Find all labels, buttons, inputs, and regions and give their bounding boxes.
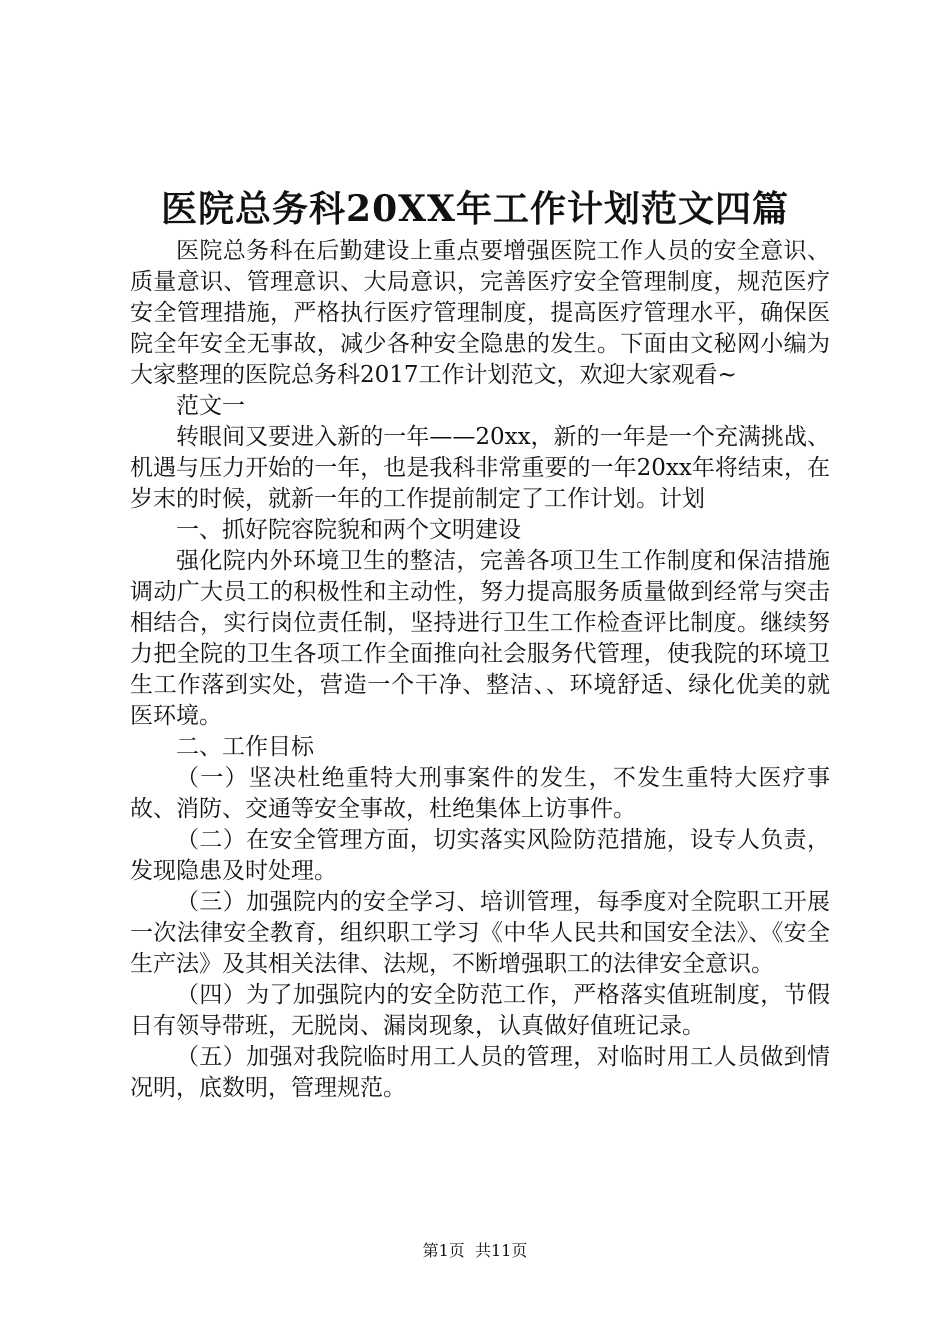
list-item: （一）坚决杜绝重特大刑事案件的发生，不发生重特大医疗事故、消防、交通等安全事故，杜绝集体上访事件。: [130, 765, 830, 822]
list-item: （三）加强院内的安全学习、培训管理，每季度对全院职工开展一次法律安全教育，组织职工学习《中华人民共和国安全法》、《安全生产法》及其相关法律、法规，不断增强职工的法律安全意识。: [130, 889, 830, 977]
section-heading: 一、抓好院容院貌和两个文明建设: [176, 517, 521, 543]
body-paragraph: 强化院内外环境卫生的整洁，完善各项卫生工作制度和保洁措施调动广大员工的积极性和主动性，努力提高服务质量做到经常与突击相结合，实行岗位责任制，坚持进行卫生工作检查评比制度。继续努力把全院的卫生各项工作全面推向社会服务代管理，使我院的环境卫生工作落到实处，营造一个干净、整洁、、环境舒适、绿化优美的就医环境。: [130, 548, 830, 729]
page-footer: [0, 1241, 950, 1261]
intro-paragraph: 医院总务科在后勤建设上重点要增强医院工作人员的安全意识、质量意识、管理意识、大局意识，完善医疗安全管理制度，规范医疗安全管理措施，严格执行医疗管理制度，提高医疗管理水平，确保医院全年安全无事故，减少各种安全隐患的发生。下面由文秘网小编为大家整理的医院总务科2017工作计划范文，欢迎大家观看~: [130, 238, 830, 388]
section-heading-sample-1: 范文一: [176, 393, 245, 419]
document-body: [130, 236, 830, 1104]
page-total: 共11页: [474, 1241, 528, 1260]
list-item: （四）为了加强院内的安全防范工作，严格落实值班制度，节假日有领导带班，无脱岗、漏岗现象，认真做好值班记录。: [130, 982, 830, 1039]
body-paragraph: 转眼间又要进入新的一年——20xx，新的一年是一个充满挑战、机遇与压力开始的一年，也是我科非常重要的一年20xx年将结束，在岁末的时候，就新一年的工作提前制定了工作计划。计划: [130, 424, 830, 512]
section-heading: 二、工作目标: [176, 734, 314, 760]
list-item: （二）在安全管理方面，切实落实风险防范措施，设专人负责，发现隐患及时处理。: [130, 827, 830, 884]
page-number: 第1页: [422, 1241, 465, 1260]
document-title: 医院总务科20XX年工作计划范文四篇: [161, 188, 789, 230]
list-item: （五）加强对我院临时用工人员的管理，对临时用工人员做到情况明，底数明，管理规范。: [130, 1044, 830, 1101]
